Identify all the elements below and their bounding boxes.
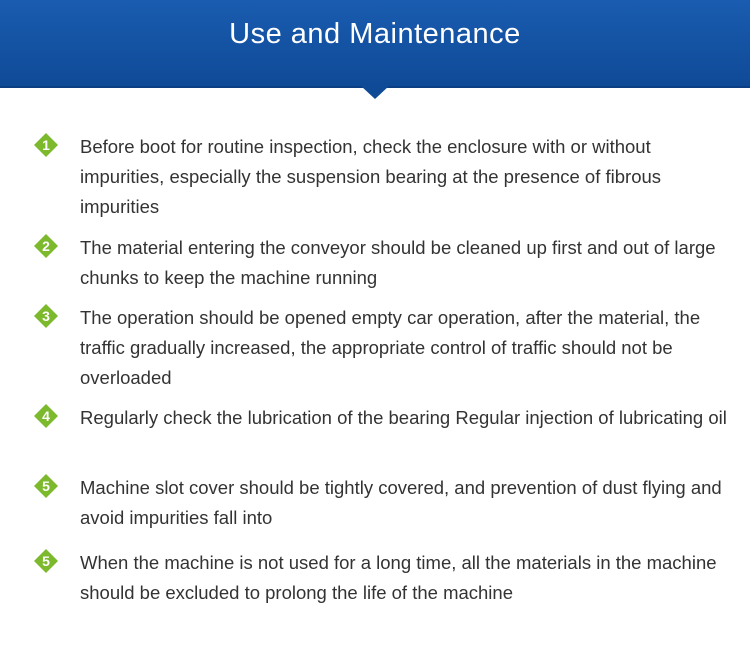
- item-text: Before boot for routine inspection, check the enclosure with or without impurities, especially the suspension bearing at the presence of fibrous impurities: [80, 136, 662, 217]
- item-text: The material entering the conveyor should be cleaned up first and out of large chunks to keep the machine running: [80, 237, 716, 288]
- number-badge-icon: [33, 473, 59, 499]
- badge-number: 1: [42, 137, 50, 153]
- badge-number: 2: [42, 238, 50, 254]
- number-badge-icon: [33, 303, 59, 329]
- item-text: Regularly check the lubrication of the bearing Regular injection of lubricating oil: [80, 407, 727, 428]
- item-text: When the machine is not used for a long time, all the materials in the machine should be excluded to prolong the life of the machine: [80, 552, 717, 603]
- badge-number: 5: [42, 553, 50, 569]
- number-badge-icon: [33, 132, 59, 158]
- badge-number: 5: [42, 478, 50, 494]
- page-title: Use and Maintenance: [229, 18, 521, 50]
- badge-number: 3: [42, 308, 50, 324]
- number-badge-icon: [33, 548, 59, 574]
- item-text: The operation should be opened empty car operation, after the material, the traffic gradually increased, the appropriate control of traffic should not be overloaded: [80, 307, 701, 388]
- badge-number: 4: [42, 408, 50, 424]
- item-text: Machine slot cover should be tightly covered, and prevention of dust flying and avoid impurities fall into: [80, 477, 722, 528]
- number-badge-icon: [33, 233, 59, 259]
- number-badge-icon: [33, 403, 59, 429]
